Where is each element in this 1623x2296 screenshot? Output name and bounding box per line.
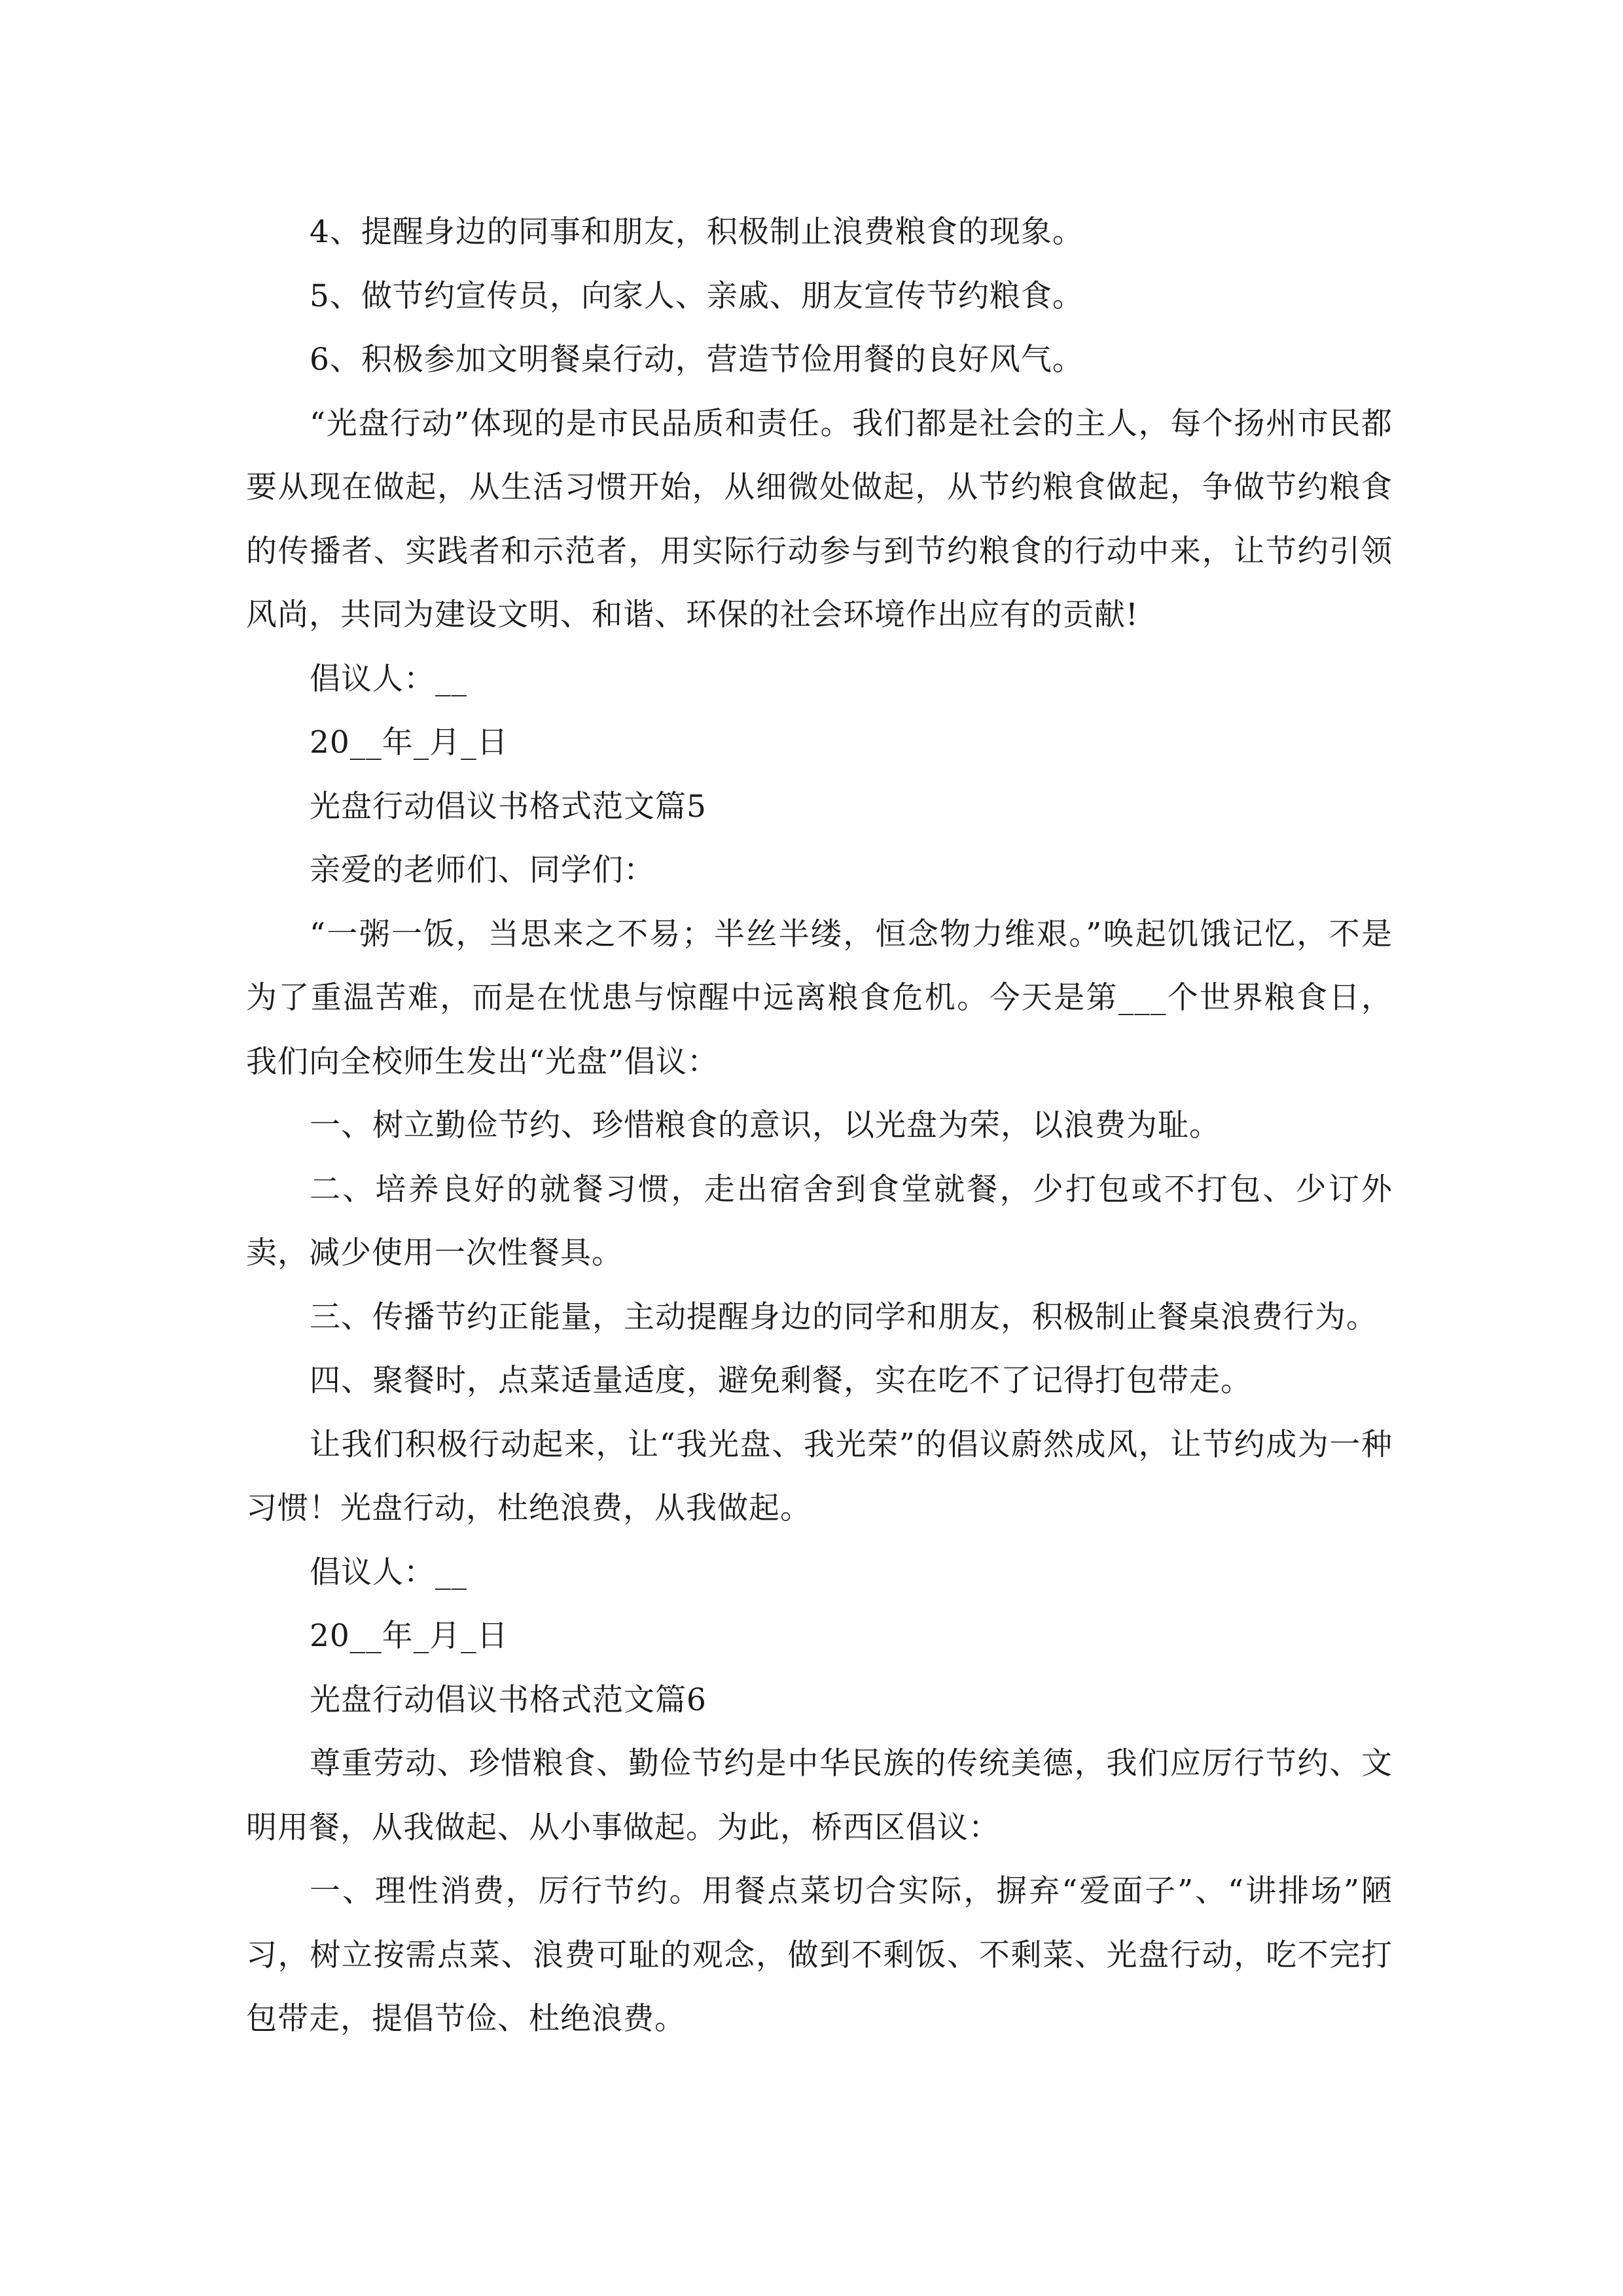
paragraph-guangpan-summary: “光盘行动”体现的是市民品质和责任。我们都是社会的主人，每个扬州市民都要从现在做起，从生活习惯开始，从细微处做起，从节约粮食做起，争做节约粮食的传播者、实践者和示范者，用实际行动参与到节约粮食的行动中来，让节约引领风尚，共同为建设文明、和谐、环保的社会环境作出应有的贡献! — [246, 405, 1393, 633]
document-body — [246, 200, 1393, 2051]
proposal-item-1-section-6: 一、理性消费，厉行节约。用餐点菜切合实际，摒弃“爱面子”、“讲排场”陋习，树立按需点菜、浪费可耻的观念，做到不剩饭、不剩菜、光盘行动，吃不完打包带走，提倡节俭、杜绝浪费。 — [246, 1873, 1393, 2037]
section-title-6: 光盘行动倡议书格式范文篇6 — [310, 1681, 707, 1718]
signature-line: 倡议人：__ — [310, 660, 467, 697]
salutation: 亲爱的老师们、同学们： — [310, 852, 655, 888]
paragraph-item-5: 5、做节约宣传员，向家人、亲戚、朋友宣传节约粮食。 — [310, 278, 1084, 314]
signature-line: 倡议人：__ — [310, 1554, 467, 1590]
proposal-item-2: 二、培养良好的就餐习惯，走出宿舍到食堂就餐，少打包或不打包、少订外卖，减少使用一次性餐具。 — [246, 1171, 1393, 1271]
proposal-item-1: 一、树立勤俭节约、珍惜粮食的意识，以光盘为荣，以浪费为耻。 — [310, 1107, 1221, 1143]
paragraph-closing-5: 让我们积极行动起来，让“我光盘、我光荣”的倡议蔚然成风，让节约成为一种习惯！光盘行动，杜绝浪费，从我做起。 — [246, 1426, 1393, 1526]
date-line: 20__年_月_日 — [310, 1618, 508, 1654]
proposal-item-4: 四、聚餐时，点菜适量适度，避免剩餐，实在吃不了记得打包带走。 — [310, 1363, 1252, 1399]
proposal-item-3: 三、传播节约正能量，主动提醒身边的同学和朋友，积极制止餐桌浪费行为。 — [310, 1299, 1378, 1335]
paragraph-intro-6: 尊重劳动、珍惜粮食、勤俭节约是中华民族的传统美德，我们应厉行节约、文明用餐，从我做起、从小事做起。为此，桥西区倡议： — [246, 1746, 1393, 1846]
paragraph-intro-5: “一粥一饭，当思来之不易；半丝半缕，恒念物力维艰。”唤起饥饿记忆，不是为了重温苦难，而是在忧患与惊醒中远离粮食危机。今天是第___个世界粮食日，我们向全校师生发出“光盘”倡议： — [246, 916, 1393, 1080]
section-title-5: 光盘行动倡议书格式范文篇5 — [310, 788, 707, 825]
date-line: 20__年_月_日 — [310, 725, 508, 761]
paragraph-item-4: 4、提醒身边的同事和朋友，积极制止浪费粮食的现象。 — [310, 214, 1084, 250]
paragraph-item-6: 6、积极参加文明餐桌行动，营造节俭用餐的良好风气。 — [310, 342, 1084, 378]
